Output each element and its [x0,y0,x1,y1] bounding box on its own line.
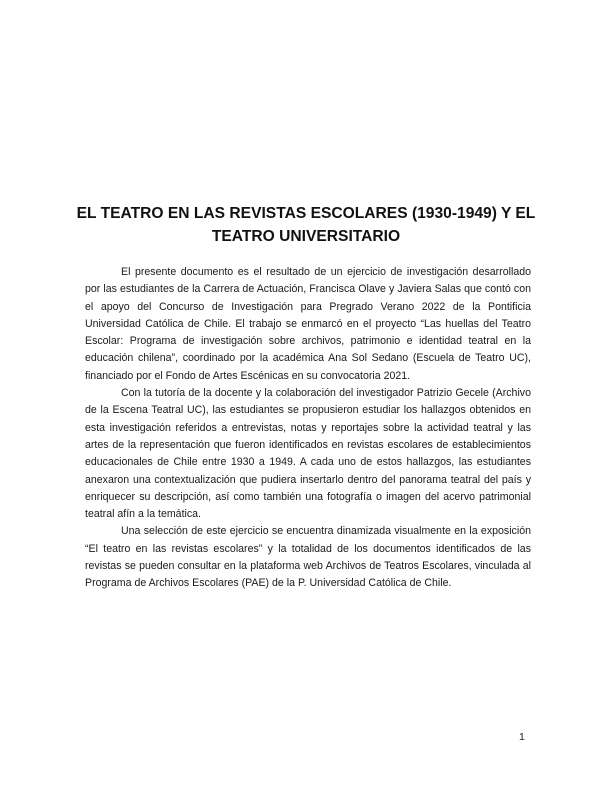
paragraph-1: El presente documento es el resultado de un ejercicio de investigación desarrollado por las estudiantes de la Carrera de Actuación, Francisca Olave y Javiera Salas que contó con el apoyo del Concurso de Investigación para Pregrado Verano 2022 de la Pontificia Universidad Católica de Chile. El trabajo se enmarcó en el proyecto “Las huellas del Teatro Escolar: Programa de investigación sobre archivos, patrimonio e identidad teatral en la educación chilena”, coordinado por la académica Ana Sol Sedano (Escuela de Teatro UC), financiado por el Fondo de Artes Escénicas en su convocatoria 2021. [85,266,531,382]
page-number: 1 [519,731,525,743]
paragraph-2: Con la tutoría de la docente y la colaboración del investigador Patrizio Gecele (Archivo de la Escena Teatral UC), las estudiantes se propusieron estudiar los hallazgos obtenidos en esta investigación referidos a entrevistas, notas y reportajes sobre la actividad teatral y las artes de la representación que fueron identificados en revistas escolares de establecimientos educacionales de Chile entre 1930 a 1949. A cada uno de estos hallazgos, las estudiantes anexaron una contextualización que pudiera insertarlo dentro del panorama teatral del país y enriquecer su descripción, así como también una fotografía o imagen del acervo patrimonial teatral afín a la temática. [85,387,531,521]
document-body [85,264,531,593]
paragraph-3: Una selección de este ejercicio se encuentra dinamizada visualmente en la exposición “El teatro en las revistas escolares” y la totalidad de los documentos identificados de las revistas se pueden consultar en la plataforma web Archivos de Teatros Escolares, vinculada al Programa de Archivos Escolares (PAE) de la P. Universidad Católica de Chile. [85,525,531,590]
document-title: EL TEATRO EN LAS REVISTAS ESCOLARES (1930-1949) Y EL TEATRO UNIVERSITARIO [76,205,536,245]
